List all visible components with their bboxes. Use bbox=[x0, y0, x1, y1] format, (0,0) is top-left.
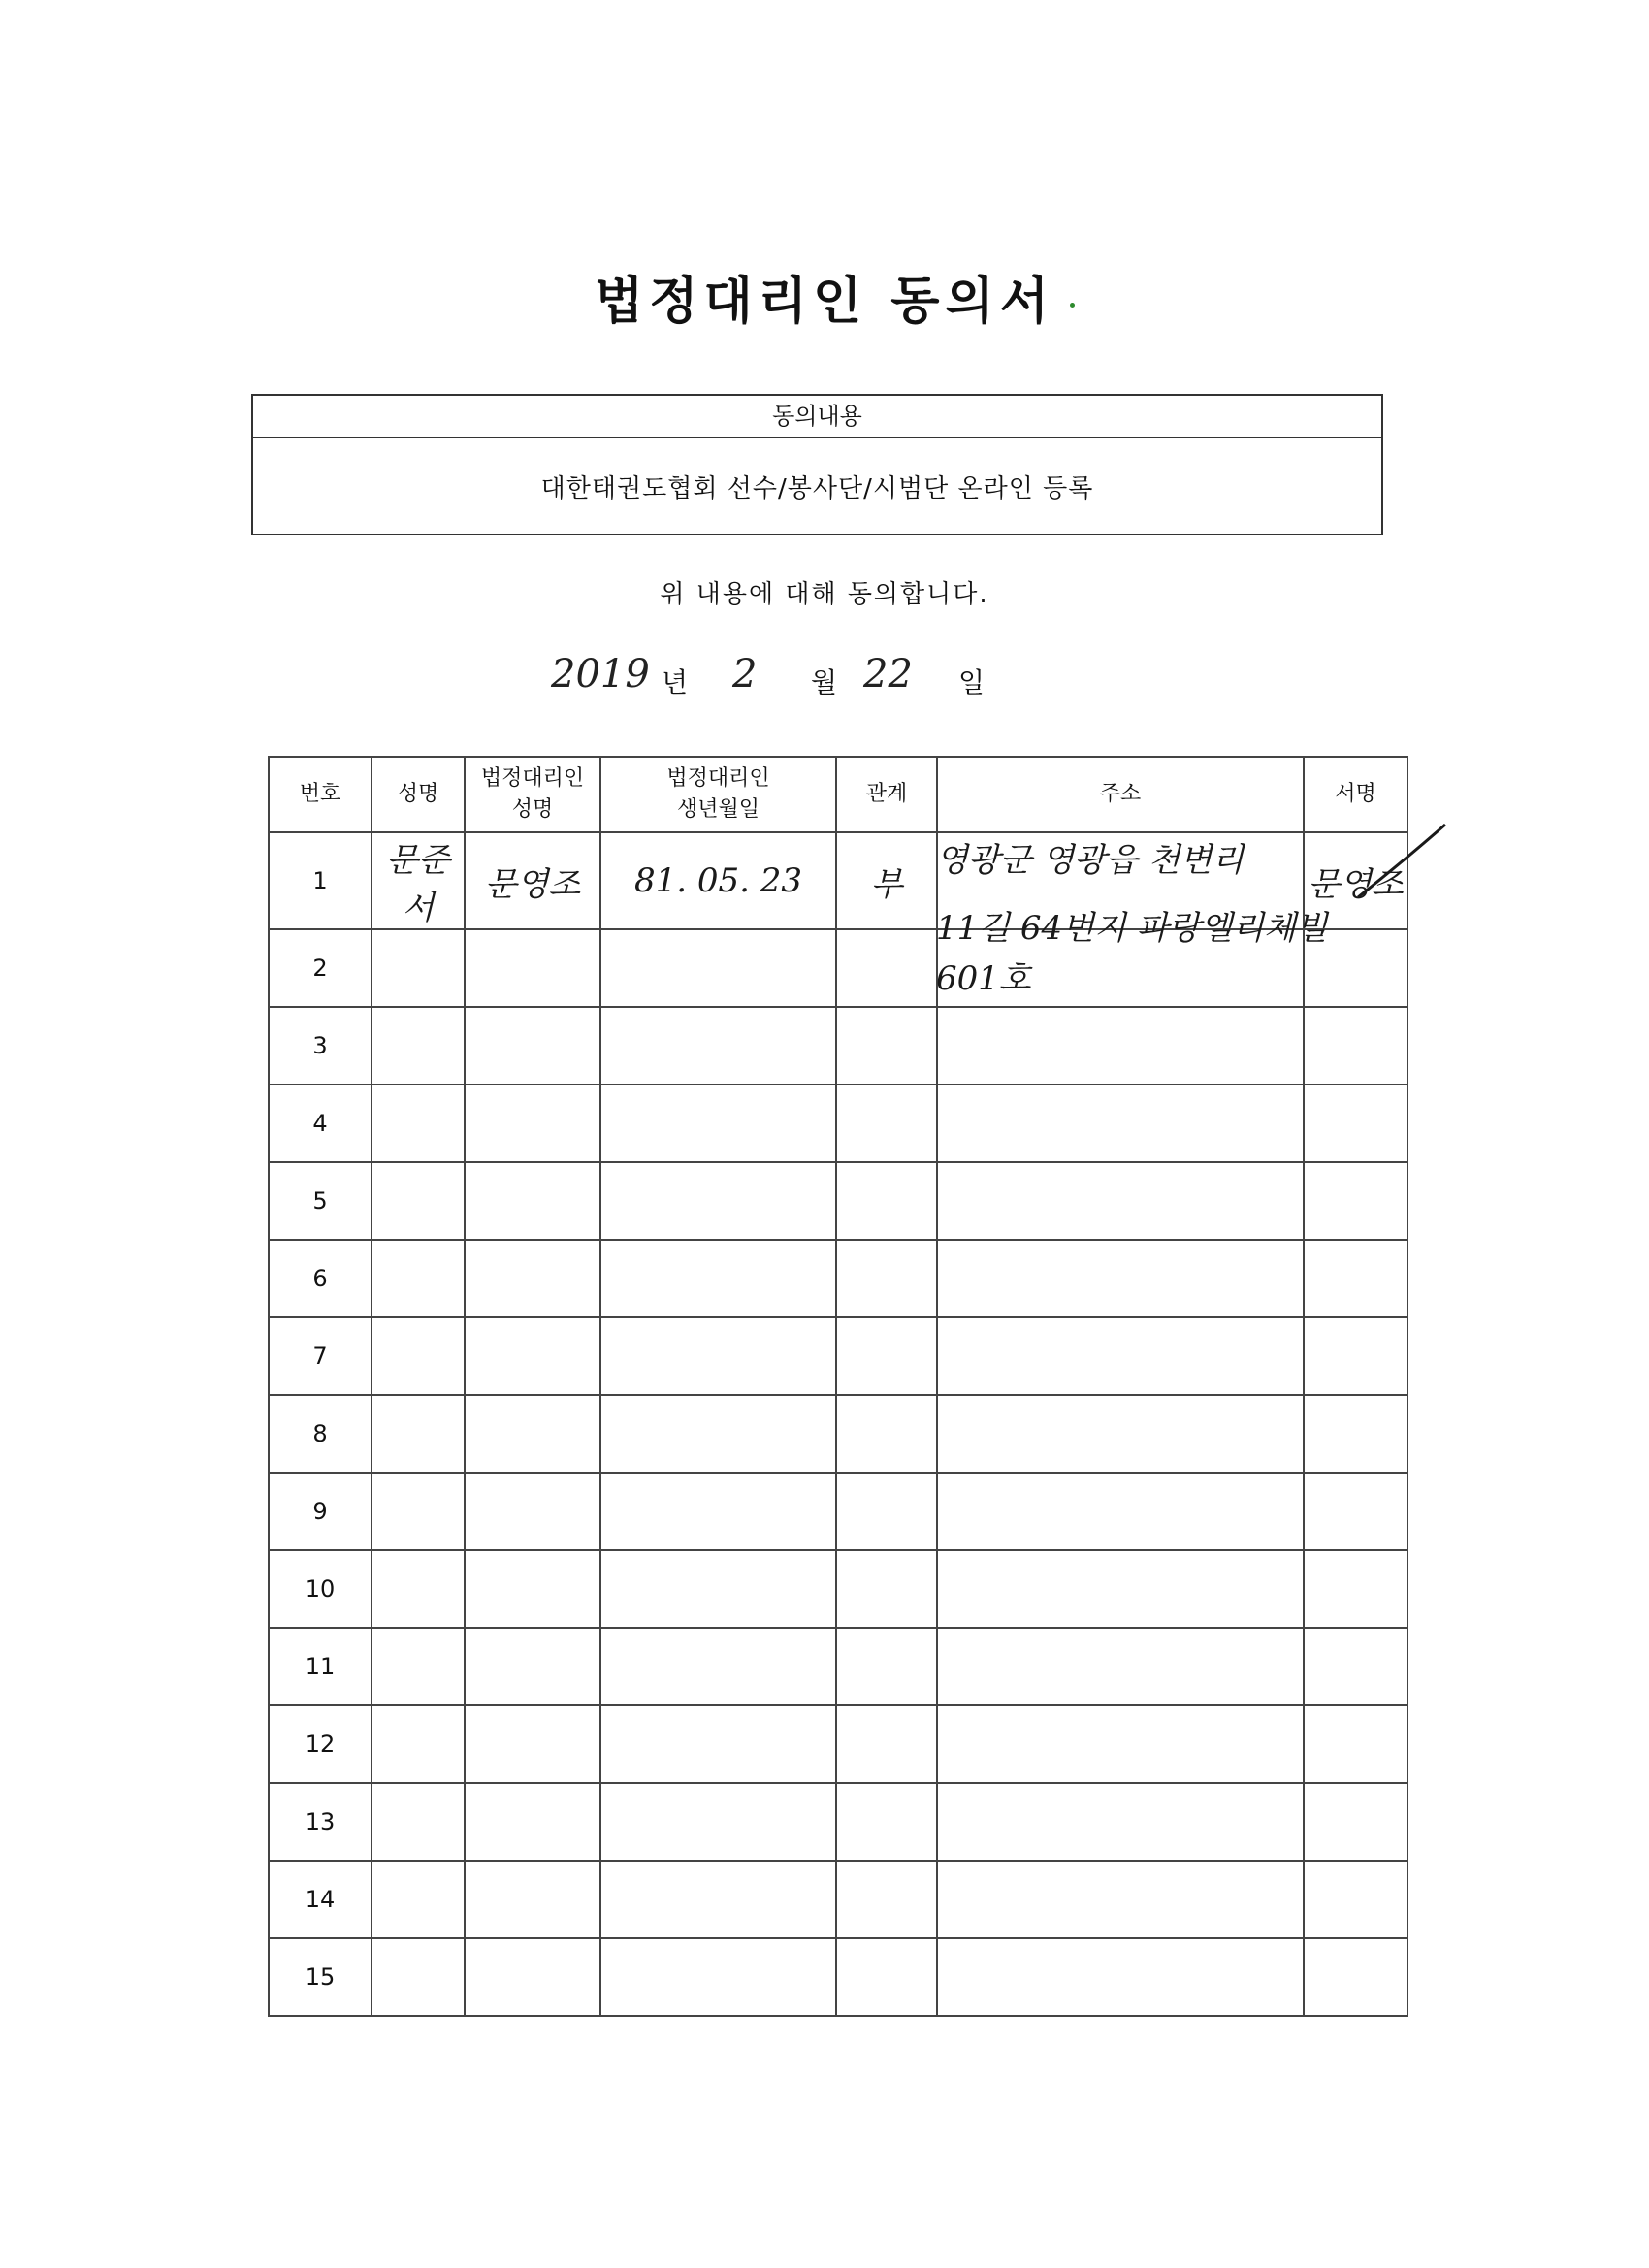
header-guardian-name-line1: 법정대리인 bbox=[480, 766, 585, 791]
table-row bbox=[269, 1861, 1407, 1938]
row-no: 13 bbox=[269, 1783, 372, 1861]
row-birth bbox=[600, 1705, 836, 1783]
row-name bbox=[372, 929, 465, 1007]
row-guardian bbox=[465, 929, 600, 1007]
row-no: 1 bbox=[269, 832, 372, 929]
row-no: 3 bbox=[269, 1007, 372, 1085]
row-birth bbox=[600, 1162, 836, 1240]
row-no: 6 bbox=[269, 1240, 372, 1317]
row-birth bbox=[600, 1550, 836, 1628]
row-name bbox=[372, 1395, 465, 1473]
row-birth bbox=[600, 929, 836, 1007]
row-guardian bbox=[465, 1395, 600, 1473]
table-row bbox=[269, 1240, 1407, 1317]
table-row bbox=[269, 1007, 1407, 1085]
table-row bbox=[269, 1317, 1407, 1395]
row-address bbox=[937, 1705, 1304, 1783]
row-name bbox=[372, 1861, 465, 1938]
row-birth: 81. 05. 23 bbox=[600, 832, 836, 929]
row-no: 4 bbox=[269, 1085, 372, 1162]
row-relation bbox=[836, 1240, 937, 1317]
row-signature bbox=[1304, 1783, 1407, 1861]
row-guardian bbox=[465, 1783, 600, 1861]
header-guardian-name-line2: 성명 bbox=[511, 797, 554, 822]
row-name bbox=[372, 1783, 465, 1861]
row-name bbox=[372, 1007, 465, 1085]
signature-stroke bbox=[1300, 820, 1455, 907]
row-birth bbox=[600, 1317, 836, 1395]
header-no: 번호 bbox=[269, 757, 372, 832]
row-no: 2 bbox=[269, 929, 372, 1007]
row-relation: 부 bbox=[836, 832, 937, 929]
day-label: 일 bbox=[958, 666, 986, 698]
row-relation bbox=[836, 929, 937, 1007]
row-birth bbox=[600, 1473, 836, 1550]
row-relation bbox=[836, 1473, 937, 1550]
row-guardian bbox=[465, 1007, 600, 1085]
row-signature bbox=[1304, 1938, 1407, 2016]
header-name: 성명 bbox=[372, 757, 465, 832]
row-signature bbox=[1304, 1007, 1407, 1085]
row-relation bbox=[836, 1783, 937, 1861]
date-month: 2 bbox=[732, 652, 758, 697]
row-birth bbox=[600, 1007, 836, 1085]
row-relation bbox=[836, 1162, 937, 1240]
row-signature bbox=[1304, 1085, 1407, 1162]
row-no: 7 bbox=[269, 1317, 372, 1395]
table-row bbox=[269, 1783, 1407, 1861]
handwritten-address bbox=[936, 823, 1343, 1017]
row-birth bbox=[600, 1783, 836, 1861]
consent-box bbox=[251, 394, 1383, 535]
row-birth bbox=[600, 1240, 836, 1317]
consent-header: 동의내용 bbox=[253, 396, 1381, 438]
row-guardian bbox=[465, 1085, 600, 1162]
row-name bbox=[372, 1473, 465, 1550]
row-birth bbox=[600, 1861, 836, 1938]
header-guardian-birth-line1: 법정대리인 bbox=[666, 766, 770, 791]
row-signature bbox=[1304, 1861, 1407, 1938]
table-row bbox=[269, 1550, 1407, 1628]
row-guardian bbox=[465, 1240, 600, 1317]
table-row bbox=[269, 1395, 1407, 1473]
year-label: 년 bbox=[662, 666, 689, 698]
row-address bbox=[937, 1861, 1304, 1938]
table-row bbox=[269, 1473, 1407, 1550]
table-row bbox=[269, 1938, 1407, 2016]
row-relation bbox=[836, 1861, 937, 1938]
row-signature bbox=[1304, 1628, 1407, 1705]
row-address bbox=[937, 1783, 1304, 1861]
row-birth bbox=[600, 1938, 836, 2016]
row-signature bbox=[1304, 1550, 1407, 1628]
row-relation bbox=[836, 1317, 937, 1395]
row-name bbox=[372, 1162, 465, 1240]
row-guardian bbox=[465, 1938, 600, 2016]
row-name bbox=[372, 1317, 465, 1395]
row-address bbox=[937, 1938, 1304, 2016]
row-no: 11 bbox=[269, 1628, 372, 1705]
row-guardian bbox=[465, 1473, 600, 1550]
row-no: 14 bbox=[269, 1861, 372, 1938]
table-row bbox=[269, 1628, 1407, 1705]
row-signature bbox=[1304, 1240, 1407, 1317]
row-signature bbox=[1304, 1162, 1407, 1240]
row-no: 12 bbox=[269, 1705, 372, 1783]
address-line-2: 11길 64번지 파랑엘리체빌 bbox=[936, 909, 1328, 948]
header-guardian-birth-line2: 생년월일 bbox=[676, 797, 760, 822]
row-no: 5 bbox=[269, 1162, 372, 1240]
row-name bbox=[372, 1705, 465, 1783]
row-relation bbox=[836, 1395, 937, 1473]
ink-dot bbox=[1070, 303, 1075, 308]
date-line bbox=[543, 648, 1028, 706]
row-no: 10 bbox=[269, 1550, 372, 1628]
row-address bbox=[937, 1317, 1304, 1395]
agree-statement: 위 내용에 대해 동의합니다. bbox=[660, 580, 989, 609]
row-name bbox=[372, 1550, 465, 1628]
address-line-1: 영광군 영광읍 천변리 bbox=[936, 841, 1245, 880]
row-birth bbox=[600, 1395, 836, 1473]
row-address bbox=[937, 1395, 1304, 1473]
row-signature: 문영조 bbox=[1304, 832, 1407, 929]
row-signature bbox=[1304, 1317, 1407, 1395]
row-name: 문준서 bbox=[372, 832, 465, 929]
header-guardian-birth bbox=[600, 757, 836, 832]
row-no: 15 bbox=[269, 1938, 372, 2016]
row-guardian bbox=[465, 1861, 600, 1938]
row-guardian bbox=[465, 1550, 600, 1628]
row-birth bbox=[600, 1085, 836, 1162]
row-name bbox=[372, 1938, 465, 2016]
row-address bbox=[937, 1085, 1304, 1162]
row-signature bbox=[1304, 1705, 1407, 1783]
row-birth bbox=[600, 1628, 836, 1705]
header-guardian-name bbox=[465, 757, 600, 832]
row-guardian bbox=[465, 1628, 600, 1705]
row-name bbox=[372, 1085, 465, 1162]
row-no: 8 bbox=[269, 1395, 372, 1473]
table-row bbox=[269, 1085, 1407, 1162]
month-label: 월 bbox=[811, 666, 838, 698]
row-no: 9 bbox=[269, 1473, 372, 1550]
consent-text: 대한태권도협회 선수/봉사단/시범단 온라인 등록 bbox=[540, 473, 1094, 503]
table-row bbox=[269, 1162, 1407, 1240]
document-title: 법정대리인 동의서 bbox=[595, 273, 1054, 331]
row-guardian bbox=[465, 1162, 600, 1240]
row-guardian: 문영조 bbox=[465, 832, 600, 929]
row-address bbox=[937, 1473, 1304, 1550]
row-relation bbox=[836, 1705, 937, 1783]
header-relation: 관계 bbox=[836, 757, 937, 832]
header-address: 주소 bbox=[937, 757, 1304, 832]
table-row bbox=[269, 1705, 1407, 1783]
row-address bbox=[937, 1628, 1304, 1705]
row-address bbox=[937, 1550, 1304, 1628]
row-address bbox=[937, 1162, 1304, 1240]
row-guardian bbox=[465, 1705, 600, 1783]
row-relation bbox=[836, 1550, 937, 1628]
row-relation bbox=[836, 1007, 937, 1085]
row-relation bbox=[836, 1628, 937, 1705]
row-address bbox=[937, 1007, 1304, 1085]
row-guardian bbox=[465, 1317, 600, 1395]
row-name bbox=[372, 1628, 465, 1705]
date-year: 2019 bbox=[551, 652, 650, 697]
header-signature: 서명 bbox=[1304, 757, 1407, 832]
address-line-3: 601호 bbox=[936, 959, 1031, 998]
row-signature bbox=[1304, 1395, 1407, 1473]
row-relation bbox=[836, 1085, 937, 1162]
row-address bbox=[937, 1240, 1304, 1317]
row-signature bbox=[1304, 1473, 1407, 1550]
date-day: 22 bbox=[863, 652, 913, 697]
row-relation bbox=[836, 1938, 937, 2016]
row-name bbox=[372, 1240, 465, 1317]
